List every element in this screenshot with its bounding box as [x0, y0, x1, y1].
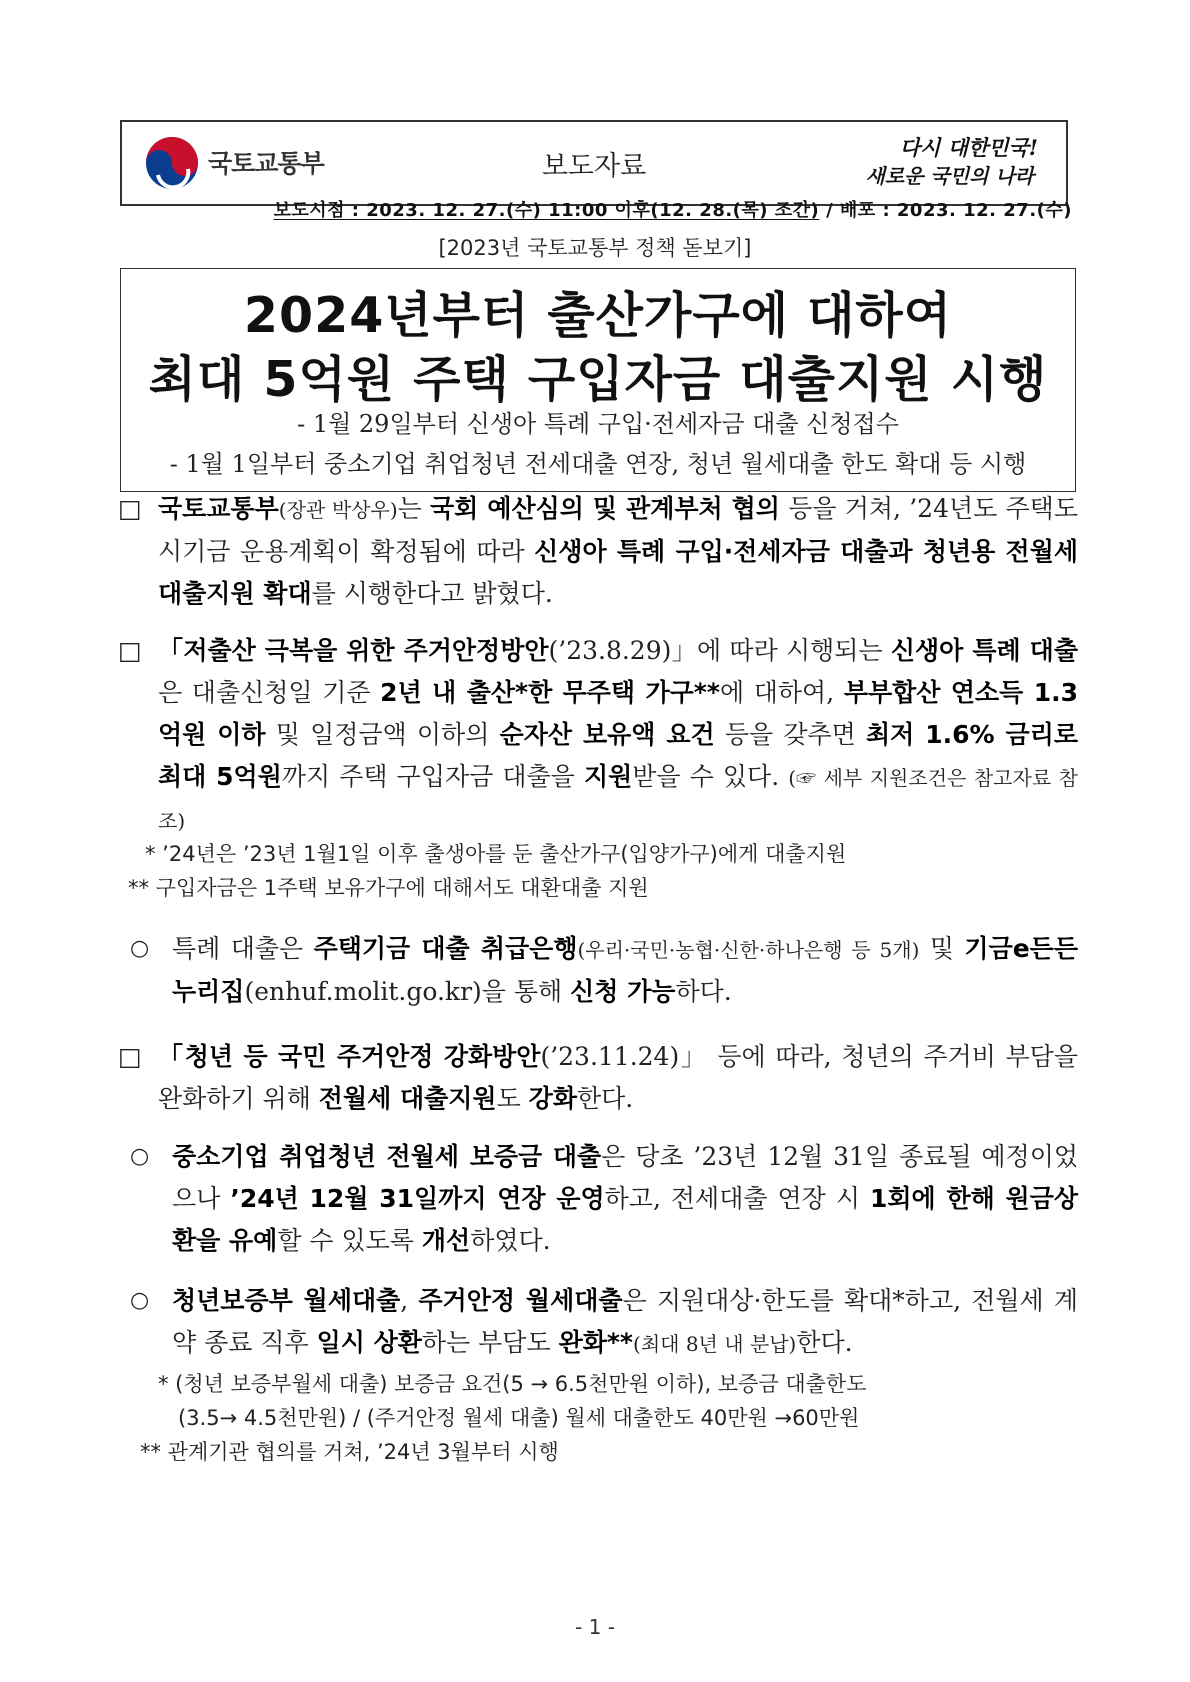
- title-box: [120, 268, 1076, 492]
- footnote-3: * (청년 보증부월세 대출) 보증금 요건(5 → 6.5천만원 이하), 보증금 대출한도: [158, 1372, 867, 1396]
- text: (’23.11.24)」 등에 따라, 청년의 주거비 부담을 완화하기 위해: [158, 1042, 1078, 1113]
- slogan-logo: [865, 132, 1038, 192]
- text-agency: 국토교통부: [158, 494, 279, 523]
- subtitle-line1: - 1월 29일부터 신생아 특례 구입·전세자금 대출 신청접수: [297, 410, 899, 438]
- text-bold: 중소기업 취업청년 전월세 보증금 대출: [172, 1142, 602, 1171]
- paragraph-1: [118, 488, 1078, 615]
- text-banks: (우리·국민·농협·신한·하나은행 등 5개): [577, 938, 920, 962]
- text-bold: 청년보증부 월세대출: [172, 1286, 401, 1315]
- paragraph-2: [118, 630, 1078, 842]
- text-bold: 지원: [583, 762, 633, 791]
- doc-type-label: 보도자료: [541, 151, 647, 182]
- text-url: (enhuf.molit.go.kr)을 통해: [244, 977, 571, 1006]
- text: 할 수 있도록: [277, 1226, 422, 1255]
- text-bold: 강화: [528, 1084, 577, 1113]
- text-bold: 신생아 특례 구입·전세자금 대출과 청년용 전월세 대출지원 확대: [158, 537, 1078, 608]
- text-bold: 1회에 한해 원금상환을 유예: [172, 1184, 1078, 1255]
- text-bold: 신청 가능: [570, 977, 676, 1006]
- header-box: [120, 120, 1068, 206]
- text-bold: 주택기금 대출 취급은행: [313, 934, 578, 963]
- text-bold: 개선: [421, 1226, 471, 1255]
- text-small: (최대 8년 내 분납): [633, 1332, 797, 1356]
- text-bold: 국회 예산심의 및 관계부처 협의: [430, 494, 780, 523]
- text-bold: 주거안정 월세대출: [418, 1286, 623, 1315]
- release-info: [273, 196, 1072, 222]
- circle-item-1: [130, 928, 1078, 1013]
- square-bullet: □: [118, 494, 142, 523]
- text: 등을 갖추면: [714, 720, 866, 749]
- text-bold: ’24년 12월 31일까지 연장 운영: [230, 1184, 605, 1213]
- text: 하고, 전세대출 연장 시: [604, 1184, 870, 1213]
- circle-bullet: ○: [130, 1144, 150, 1169]
- text-bold: 2년 내 출산*한 무주택 가구**: [380, 678, 720, 707]
- text: 에 대하여,: [719, 678, 844, 707]
- agency-name: 국토교통부: [208, 149, 324, 178]
- text: 등을 거쳐, ’24년도 주택도시기금 운용계획이 확정됨에 따라: [158, 494, 1078, 566]
- text-bold: 일시 상환: [316, 1328, 422, 1357]
- text: (’23.8.29)」에 따라 시행되는: [548, 636, 891, 665]
- title-line2: 최대 5억원 주택 구입자금 대출지원 시행: [148, 351, 1048, 408]
- circle-bullet: ○: [130, 936, 150, 961]
- square-bullet: □: [118, 636, 142, 665]
- text-bold: 「청년 등 국민 주거안정 강화방안: [158, 1042, 541, 1071]
- text-bold: 순자산 보유액 요건: [499, 720, 715, 749]
- subtitle-line2: - 1월 1일부터 중소기업 취업청년 전세대출 연장, 청년 월세대출 한도 확대 등 시행: [169, 450, 1027, 478]
- title-line1: 2024년부터 출산가구에 대하여: [243, 287, 953, 344]
- reference-note: (☞ 세부 지원조건은 참고자료 참조): [158, 766, 1078, 833]
- text: 하다.: [675, 977, 732, 1006]
- text: 까지 주택 구입자금 대출을: [281, 762, 584, 791]
- page-number: - 1 -: [575, 1615, 615, 1639]
- text: 한다.: [576, 1084, 634, 1113]
- footnote-1: * ’24년은 ’23년 1월1일 이후 출생아를 둔 출산가구(입양가구)에게 대출지원: [145, 842, 847, 866]
- circle-bullet: ○: [130, 1288, 150, 1313]
- text: 은 지원대상·한도를 확대*하고, 전월세 계약 종료 직후: [172, 1286, 1078, 1357]
- text: 및: [919, 934, 965, 963]
- text: 특례 대출은: [172, 934, 314, 963]
- text-bold: 기금e든든 누리집: [172, 934, 1078, 1006]
- footnote-2: ** 구입자금은 1주택 보유가구에 대해서도 대환대출 지원: [128, 876, 649, 900]
- text-bold: 신생아 특례 대출: [890, 636, 1078, 665]
- text-bold: 「저출산 극복을 위한 주거안정방안: [158, 636, 549, 665]
- text-bold: 전월세 대출지원: [318, 1084, 497, 1113]
- text: 를 시행한다고 밝혔다.: [311, 579, 553, 608]
- footnote-4: (3.5→ 4.5천만원) / (주거안정 월세 대출) 월세 대출한도 40만원 →60만원: [178, 1406, 860, 1430]
- text: 하는 부담도: [421, 1328, 559, 1357]
- text-minister: (장관 박상우): [278, 498, 398, 522]
- text: 도: [496, 1084, 529, 1113]
- text-bold: 부부합산 연소득 1.3억원 이하: [158, 678, 1078, 749]
- text: 은 대출신청일 기준: [158, 678, 381, 707]
- text: 는: [397, 494, 431, 523]
- text: 하였다.: [470, 1226, 551, 1255]
- circle-item-2: [130, 1136, 1078, 1262]
- text: 한다.: [796, 1328, 853, 1357]
- series-label: [2023년 국토교통부 정책 돋보기]: [438, 236, 752, 260]
- text: 은 당초 ’23년 12월 31일 종료될 예정이었으나: [172, 1142, 1078, 1213]
- distribution-date: / 배포 : 2023. 12. 27.(수): [819, 200, 1072, 221]
- circle-item-3: [130, 1280, 1078, 1365]
- slogan-line1: 다시 대한민국!: [899, 135, 1038, 160]
- text: 및 일정금액 이하의: [265, 720, 500, 749]
- paragraph-3: [118, 1036, 1078, 1120]
- embargo-time: 보도시점 : 2023. 12. 27.(수) 11:00 이후(12. 28.(목) 조간): [273, 200, 820, 221]
- footnote-5: ** 관계기관 협의를 거쳐, ’24년 3월부터 시행: [140, 1440, 559, 1464]
- text-bold: 완화**: [558, 1328, 634, 1357]
- slogan-line2: 새로운 국민의 나라: [865, 164, 1034, 188]
- text: 받을 수 있다.: [632, 762, 789, 791]
- square-bullet: □: [118, 1042, 142, 1071]
- text-bold: 최저 1.6% 금리로 최대 5억원: [158, 720, 1078, 791]
- text: ,: [400, 1286, 419, 1315]
